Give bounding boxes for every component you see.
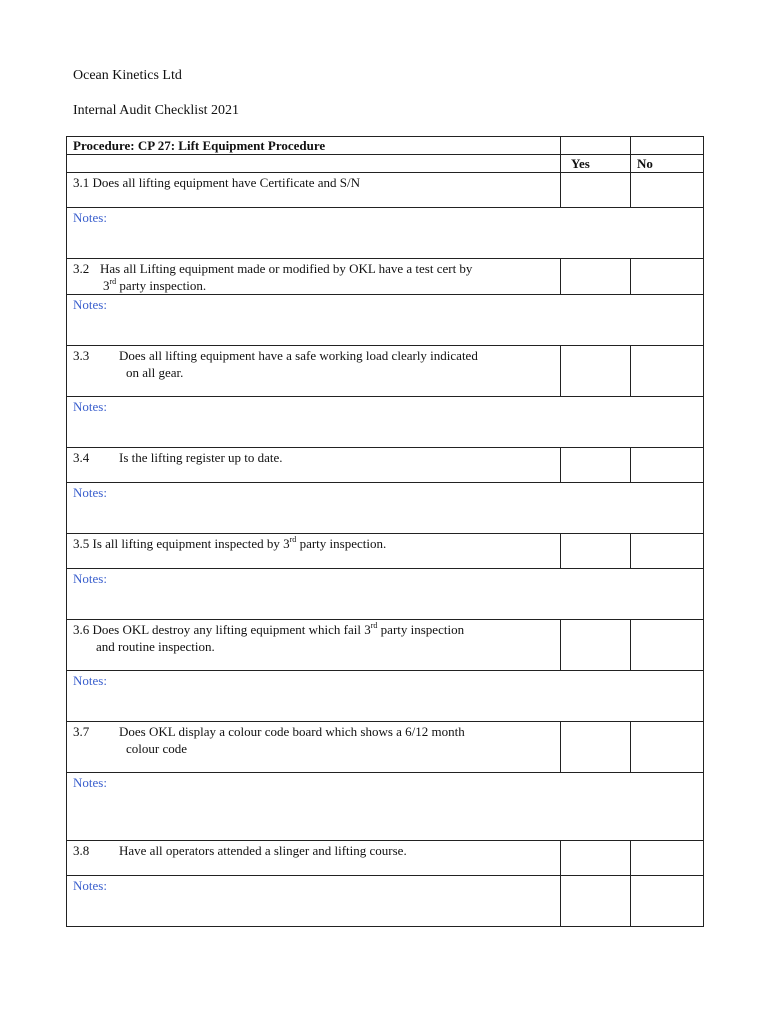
notes-field[interactable]: Notes: xyxy=(67,569,704,620)
audit-checklist-table xyxy=(66,136,704,927)
notes-field[interactable]: Notes: xyxy=(67,773,704,841)
no-header: No xyxy=(631,155,704,173)
question-row xyxy=(67,534,704,569)
no-checkbox-cell[interactable] xyxy=(631,620,704,671)
yes-checkbox-cell[interactable] xyxy=(561,448,631,483)
question-row xyxy=(67,448,704,483)
procedure-yes-cell xyxy=(561,137,631,155)
no-checkbox-cell[interactable] xyxy=(631,722,704,773)
no-checkbox-cell[interactable] xyxy=(631,448,704,483)
question-row xyxy=(67,841,704,876)
procedure-no-cell xyxy=(631,137,704,155)
question-row xyxy=(67,346,704,397)
company-name: Ocean Kinetics Ltd xyxy=(73,68,182,83)
question-3-3: 3.3 Does all lifting equipment have a safe working load clearly indicated on all gear. xyxy=(67,346,561,397)
yes-checkbox-cell[interactable] xyxy=(561,620,631,671)
yes-checkbox-cell[interactable] xyxy=(561,173,631,208)
document-title: Internal Audit Checklist 2021 xyxy=(73,103,240,118)
question-3-7: 3.7 Does OKL display a colour code board which shows a 6/12 month colour code xyxy=(67,722,561,773)
notes-row xyxy=(67,876,704,927)
yes-checkbox-cell[interactable] xyxy=(561,876,631,927)
no-checkbox-cell[interactable] xyxy=(631,259,704,295)
question-3-2: 3.2 Has all Lifting equipment made or modified by OKL have a test cert by 3rd party inspection. xyxy=(67,259,561,295)
notes-field[interactable]: Notes: xyxy=(67,876,561,927)
notes-row xyxy=(67,569,704,620)
question-row xyxy=(67,620,704,671)
no-checkbox-cell[interactable] xyxy=(631,534,704,569)
notes-row xyxy=(67,671,704,722)
notes-row xyxy=(67,773,704,841)
question-row xyxy=(67,259,704,295)
yes-checkbox-cell[interactable] xyxy=(561,534,631,569)
notes-row xyxy=(67,483,704,534)
yes-checkbox-cell[interactable] xyxy=(561,722,631,773)
question-row xyxy=(67,173,704,208)
notes-field[interactable]: Notes: xyxy=(67,208,704,259)
question-3-4: 3.4 Is the lifting register up to date. xyxy=(67,448,561,483)
notes-row xyxy=(67,295,704,346)
column-header-row xyxy=(67,155,704,173)
yes-checkbox-cell[interactable] xyxy=(561,259,631,295)
question-3-6: 3.6 Does OKL destroy any lifting equipment which fail 3rd party inspection and routine inspection. xyxy=(67,620,561,671)
yes-header: Yes xyxy=(561,155,631,173)
yes-checkbox-cell[interactable] xyxy=(561,841,631,876)
no-checkbox-cell[interactable] xyxy=(631,346,704,397)
yes-checkbox-cell[interactable] xyxy=(561,346,631,397)
notes-row xyxy=(67,208,704,259)
no-checkbox-cell[interactable] xyxy=(631,876,704,927)
notes-field[interactable]: Notes: xyxy=(67,295,704,346)
question-row xyxy=(67,722,704,773)
question-3-5: 3.5 Is all lifting equipment inspected by 3rd party inspection. xyxy=(67,534,561,569)
question-3-8: 3.8 Have all operators attended a slinger and lifting course. xyxy=(67,841,561,876)
notes-field[interactable]: Notes: xyxy=(67,397,704,448)
question-3-1: 3.1 Does all lifting equipment have Certificate and S/N xyxy=(67,173,561,208)
notes-row xyxy=(67,397,704,448)
procedure-row xyxy=(67,137,704,155)
notes-field[interactable]: Notes: xyxy=(67,671,704,722)
procedure-title: Procedure: CP 27: Lift Equipment Procedure xyxy=(67,137,561,155)
notes-field[interactable]: Notes: xyxy=(67,483,704,534)
no-checkbox-cell[interactable] xyxy=(631,173,704,208)
no-checkbox-cell[interactable] xyxy=(631,841,704,876)
